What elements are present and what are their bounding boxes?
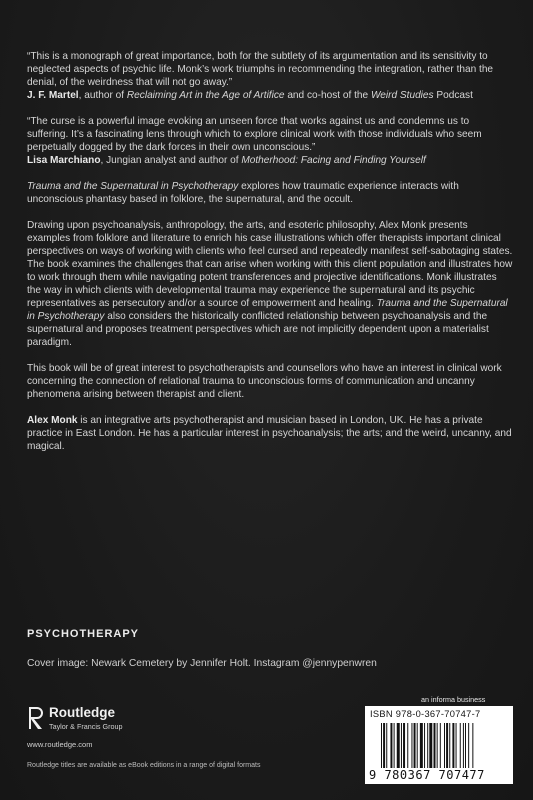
paragraph (27, 219, 513, 349)
attribution-text: , author of (78, 90, 127, 101)
barcode (365, 706, 513, 784)
quote-marchiano (27, 115, 513, 167)
attribution-name: Lisa Marchiano (27, 155, 101, 166)
publisher-logo (27, 703, 137, 735)
attribution-text: Podcast (433, 90, 473, 101)
quote-text: “The curse is a powerful image evoking an unseen force that works against us and condemns us to suffering. It’s a fascinating lens through which to explore clinical work with those individuals who seem perpetually dogged by the dark forces in their own unconscious.” (27, 116, 482, 153)
book-title: Trauma and the Supernatural in Psychotherapy (27, 181, 239, 192)
attribution-text: , Jungian analyst and author of (100, 155, 242, 166)
attribution-book-title: Reclaiming Art in the Age of Artifice (126, 90, 285, 101)
author-name: Alex Monk (27, 415, 78, 426)
bio-text: is an integrative arts psychotherapist and musician based in London, UK. He has a private practice in East London. He has a particular interest in psychoanalysis; the arts; and the weird, uncanny, and magical. (27, 415, 512, 452)
publisher-group: Taylor & Francis Group (49, 722, 123, 731)
attribution-book-title: Motherhood: Facing and Finding Yourself (241, 155, 426, 166)
cover-text (27, 50, 513, 466)
publisher-name: Routledge (49, 705, 115, 720)
paragraph (27, 180, 513, 206)
description-main (27, 219, 513, 349)
paragraph-text: also considers the historically conflicted relationship between psychoanalysis and the supernatural and proposes treatment perspectives which are not implicitly dependent upon a materialist paradigm. (27, 311, 489, 348)
quote-martel (27, 50, 513, 102)
informa-tagline: an informa business (421, 695, 486, 704)
barcode-bars (381, 723, 507, 768)
barcode-digits: 9 780367 707477 (369, 768, 485, 782)
attribution-text: and co-host of the (284, 90, 371, 101)
paragraph: This book will be of great interest to psychotherapists and counsellors who have an interest in clinical work concerning the connection of relational trauma to unconscious forms of communication and uncanny phenomena arising between therapist and client. (27, 363, 502, 400)
ebook-note: Routledge titles are available as eBook editions in a range of digital formats (27, 762, 261, 769)
attribution-name: J. F. Martel (27, 90, 79, 101)
isbn-label: ISBN 978-0-367-70747-7 (370, 709, 481, 719)
book-title: Trauma and the Supernatural in Psychotherapy (27, 298, 508, 322)
subject-category: PSYCHOTHERAPY (27, 628, 140, 640)
description-audience (27, 362, 513, 401)
quote-attribution (27, 154, 513, 167)
paragraph-text: Drawing upon psychoanalysis, anthropology, the arts, and esoteric philosophy, Alex Monk presents examples from folklore and literature to enrich his case illustrations which offer therapists important clinical perspectives on ways of working with clients who feel cursed and repeatedly manifest self-sabotaging states. The book examines the challenges that can arise when working with this client population and illustrates how to work through them while navigating potent transferences and projective identifications. Monk illustrates the way in which clients with developmental trauma may experience the supernatural and its psychic representatives as persecutory and/or a source of empowerment and healing. (27, 220, 513, 309)
quote-attribution (27, 89, 513, 102)
cover-credit: Cover image: Newark Cemetery by Jennifer Holt. Instagram @jennypenwren (27, 658, 377, 669)
paragraph (27, 414, 513, 453)
publisher-website[interactable]: www.routledge.com (27, 740, 93, 749)
author-bio (27, 414, 513, 453)
routledge-r-logo-icon (27, 705, 45, 731)
paragraph-text: explores how traumatic experience interacts with unconscious phantasy based in folklore, the supernatural, and the occult. (27, 181, 459, 205)
quote-text: “This is a monograph of great importance, both for the subtlety of its argumentation and its sensitivity to neglected aspects of psychic life. Monk’s work triumphs in recommending the integration, rather than the denial, of the weirdness that will not go away.” (27, 51, 494, 88)
attribution-podcast-title: Weird Studies (370, 90, 434, 101)
description-intro (27, 180, 513, 206)
